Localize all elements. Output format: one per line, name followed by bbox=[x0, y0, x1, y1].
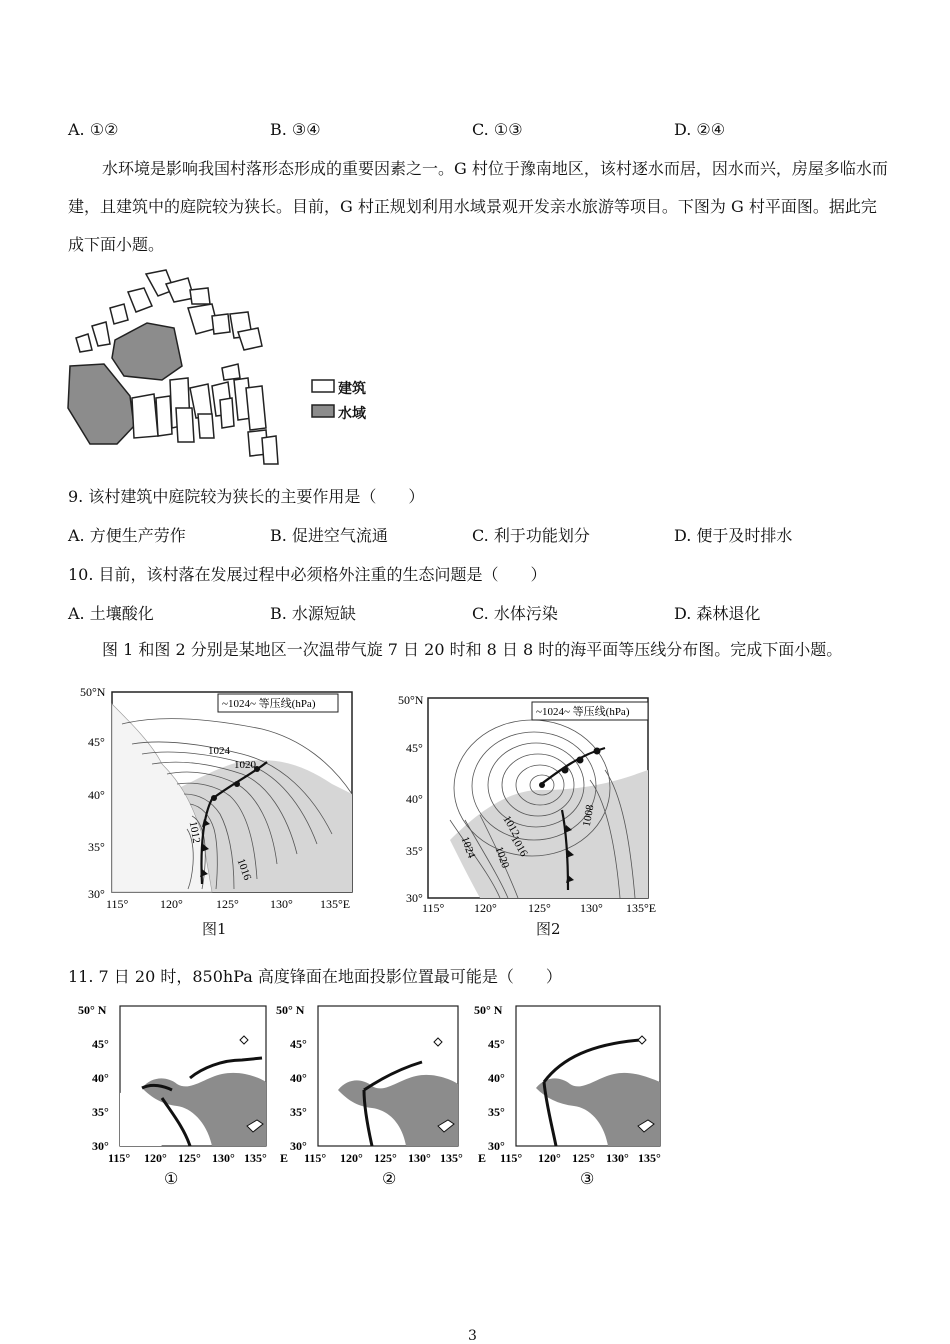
map3-lon-label: 135° bbox=[638, 1151, 661, 1165]
fig2-isobar-label: 1024 bbox=[458, 835, 478, 860]
map1-lon-label: 120° bbox=[144, 1151, 167, 1165]
q10-option-d: D. 森林退化 bbox=[674, 604, 761, 623]
fig1-lat-label: 45° bbox=[88, 735, 105, 749]
map1-lon-label: 135° bbox=[244, 1151, 267, 1165]
map2-lon-label: 130° bbox=[408, 1151, 431, 1165]
fig1-lon-label: 130° bbox=[270, 897, 293, 911]
fig2-lon-label: 130° bbox=[580, 901, 603, 915]
fig2-lat-label: 50°N bbox=[398, 693, 424, 707]
isobar-map-figure-2 bbox=[390, 690, 690, 924]
page-number: 3 bbox=[468, 1328, 477, 1344]
water-body-north bbox=[112, 323, 182, 380]
fig1-lat-label: 50°N bbox=[80, 685, 106, 699]
map1-lat-label: 40° bbox=[92, 1071, 109, 1085]
question-9-stem: 9. 该村建筑中庭院较为狭长的主要作用是（ ） bbox=[68, 487, 425, 506]
passage-cyclone: 图 1 和图 2 分别是某地区一次温带气旋 7 日 20 时和 8 日 8 时的海平面等压线分布图。完成下面小题。 bbox=[102, 640, 843, 659]
fig1-isobar-label: 1024 bbox=[208, 745, 230, 757]
q9-option-a: A. 方便生产劳作 bbox=[68, 526, 186, 545]
map3-lat-label: 40° bbox=[488, 1071, 505, 1085]
fig2-isobar-label: 1012 bbox=[500, 813, 522, 839]
map3-lon-label: 125° bbox=[572, 1151, 595, 1165]
legend-building-label: 建筑 bbox=[338, 381, 366, 397]
map3-lat-label: 45° bbox=[488, 1037, 505, 1051]
map-label-1: ① bbox=[164, 1171, 179, 1188]
map1-lat-label: 45° bbox=[92, 1037, 109, 1051]
fig2-legend: ~1024~ 等压线(hPa) bbox=[536, 706, 630, 718]
map3-lon-label: 115° bbox=[500, 1151, 523, 1165]
fig2-isobar-label: 1016 bbox=[508, 833, 530, 859]
map1-lon-label: 125° bbox=[178, 1151, 201, 1165]
q10-option-a: A. 土壤酸化 bbox=[68, 604, 154, 623]
front-position-maps bbox=[72, 998, 682, 1188]
map1-e-label: E bbox=[280, 1151, 289, 1165]
question-11-stem: 11. 7 日 20 时，850hPa 高度锋面在地面投影位置最可能是（ ） bbox=[68, 967, 562, 986]
q9-option-d: D. 便于及时排水 bbox=[674, 526, 793, 545]
map1-lat-label: 50° N bbox=[78, 1003, 107, 1017]
fig1-lon-label: 125° bbox=[216, 897, 239, 911]
fig2-lon-label: 135°E bbox=[626, 901, 657, 915]
fig1-lat-label: 35° bbox=[88, 840, 105, 854]
prev-option-c: C. ①③ bbox=[472, 120, 523, 139]
fig2-lon-label: 120° bbox=[474, 901, 497, 915]
map2-lon-label: 120° bbox=[340, 1151, 363, 1165]
map2-lat-label: 35° bbox=[290, 1105, 307, 1119]
q10-option-c: C. 水体污染 bbox=[472, 604, 558, 623]
fig1-isobar-label: 1016 bbox=[234, 857, 254, 882]
fig2-lat-label: 45° bbox=[406, 741, 423, 755]
map3-lat-label: 30° bbox=[488, 1139, 505, 1153]
map3-lon-label: 120° bbox=[538, 1151, 561, 1165]
passage-village: 水环境是影响我国村落形态形成的重要因素之一。G 村位于豫南地区，该村逐水而居，因水而兴，房屋多临水而建，且建筑中的庭院较为狭长。目前，G 村正规划利用水域景观开发亲水旅游等项目。下图为 G 村平面图。据此完成下面小题。 bbox=[68, 159, 888, 254]
isobar-map-figure-1 bbox=[72, 684, 372, 924]
map-label-3: ③ bbox=[580, 1171, 595, 1188]
map2-lat-label: 50° N bbox=[276, 1003, 305, 1017]
map1-lat-label: 35° bbox=[92, 1105, 109, 1119]
fig1-isobar-label: 1012 bbox=[186, 820, 203, 845]
map2-lon-label: 125° bbox=[374, 1151, 397, 1165]
village-plan-figure bbox=[62, 268, 382, 468]
fig1-lon-label: 115° bbox=[106, 897, 129, 911]
map1-lon-label: 130° bbox=[212, 1151, 235, 1165]
map2-lat-label: 30° bbox=[290, 1139, 307, 1153]
legend-water-label: 水域 bbox=[338, 406, 366, 422]
fig1-lon-label: 135°E bbox=[320, 897, 351, 911]
q9-option-c: C. 利于功能划分 bbox=[472, 526, 590, 545]
map3-lat-label: 35° bbox=[488, 1105, 505, 1119]
map1-lat-label: 30° bbox=[92, 1139, 109, 1153]
fig1-lat-label: 40° bbox=[88, 788, 105, 802]
q10-option-b: B. 水源短缺 bbox=[270, 604, 356, 623]
fig2-lat-label: 30° bbox=[406, 891, 423, 905]
map2-lat-label: 45° bbox=[290, 1037, 307, 1051]
fig1-lon-label: 120° bbox=[160, 897, 183, 911]
map2-lon-label: 115° bbox=[304, 1151, 327, 1165]
fig1-caption: 图1 bbox=[202, 920, 227, 938]
map-label-2: ② bbox=[382, 1171, 397, 1188]
prev-option-a: A. ①② bbox=[68, 120, 119, 139]
q9-option-b: B. 促进空气流通 bbox=[270, 526, 388, 545]
fig2-lon-label: 115° bbox=[422, 901, 445, 915]
map3-lat-label: 50° N bbox=[474, 1003, 503, 1017]
prev-option-d: D. ②④ bbox=[674, 120, 726, 139]
map1-lon-label: 115° bbox=[108, 1151, 131, 1165]
fig2-isobar-label: 1008 bbox=[580, 803, 597, 828]
fig1-isobar-label: 1020 bbox=[234, 759, 256, 771]
fig2-lat-label: 40° bbox=[406, 792, 423, 806]
map-option-2 bbox=[318, 1006, 458, 1146]
map-option-3 bbox=[516, 1006, 660, 1146]
map2-lat-label: 40° bbox=[290, 1071, 307, 1085]
map2-e-label: E bbox=[478, 1151, 487, 1165]
question-10-stem: 10. 目前，该村落在发展过程中必须格外注重的生态问题是（ ） bbox=[68, 565, 547, 584]
legend-building-swatch bbox=[312, 380, 334, 392]
fig2-caption: 图2 bbox=[536, 920, 561, 938]
map-option-1 bbox=[120, 1006, 266, 1146]
fig1-lat-label: 30° bbox=[88, 887, 105, 901]
legend-water-swatch bbox=[312, 405, 334, 417]
fig2-isobar-label: 1020 bbox=[492, 845, 512, 870]
fig2-lat-label: 35° bbox=[406, 844, 423, 858]
prev-option-b: B. ③④ bbox=[270, 120, 321, 139]
fig2-lon-label: 125° bbox=[528, 901, 551, 915]
map3-lon-label: 130° bbox=[606, 1151, 629, 1165]
map2-lon-label: 135° bbox=[440, 1151, 463, 1165]
fig1-legend: ~1024~ 等压线(hPa) bbox=[222, 698, 316, 710]
